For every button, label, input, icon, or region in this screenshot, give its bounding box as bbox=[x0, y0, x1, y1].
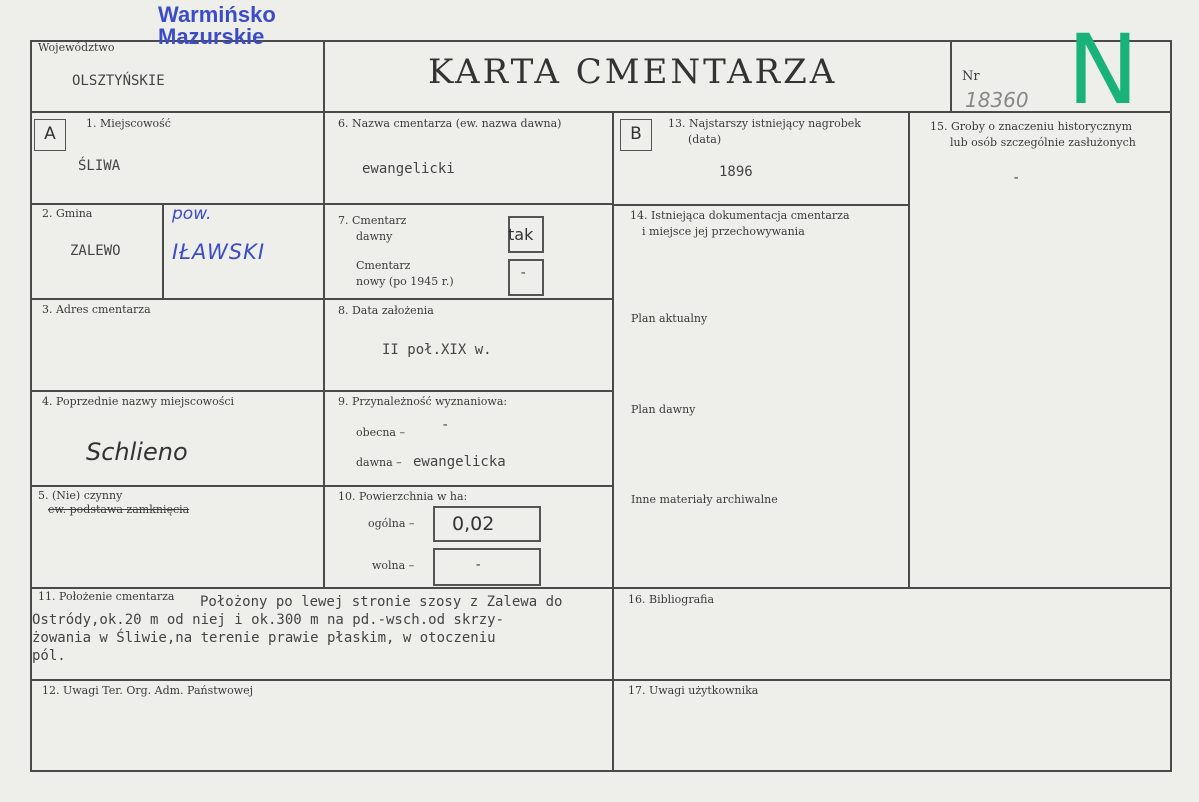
field-17-label: 17. Uwagi użytkownika bbox=[628, 684, 759, 697]
field-15-label-a: 15. Groby o znaczeniu historycznym bbox=[930, 120, 1133, 133]
field-2-value: ZALEWO bbox=[70, 243, 121, 259]
field-10-wolna-label: wolna – bbox=[372, 559, 415, 572]
row-line-6 bbox=[30, 679, 1172, 681]
row-line-13 bbox=[612, 204, 910, 206]
card-title: KARTA CMENTARZA bbox=[428, 52, 838, 92]
field-6-label: 6. Nazwa cmentarza (ew. nazwa dawna) bbox=[338, 117, 562, 130]
row-line-4 bbox=[30, 485, 614, 487]
field-16-label: 16. Bibliografia bbox=[628, 593, 715, 606]
section-b-marker: B bbox=[620, 119, 652, 151]
field-7-label-d: nowy (po 1945 r.) bbox=[356, 275, 454, 288]
frame-right bbox=[1170, 40, 1172, 771]
field-14-label-b: i miejsce jej przechowywania bbox=[642, 225, 805, 238]
field-9-dawna-value: ewangelicka bbox=[413, 454, 506, 470]
field-14-inne: Inne materiały archiwalne bbox=[631, 493, 778, 506]
col-div-2 bbox=[612, 112, 614, 772]
field-15-label-b: lub osób szczególnie zasłużonych bbox=[950, 136, 1136, 149]
field-2-pow-label: pow. bbox=[172, 204, 212, 224]
field-7-label-b: dawny bbox=[356, 230, 393, 243]
field-7-label-c: Cmentarz bbox=[356, 259, 411, 272]
nr-label: Nr bbox=[962, 69, 980, 84]
row-line-2 bbox=[30, 298, 614, 300]
field-11-line-4: pól. bbox=[32, 648, 66, 664]
field-2-label: 2. Gmina bbox=[42, 207, 93, 220]
field-11-line-1: Położony po lewej stronie szosy z Zalewa do bbox=[200, 594, 563, 610]
field-10-wolna-box bbox=[433, 548, 541, 586]
header-div-2 bbox=[950, 40, 952, 112]
field-14-plan-dawny: Plan dawny bbox=[631, 403, 696, 416]
field-10-label: 10. Powierzchnia w ha: bbox=[338, 490, 468, 503]
field-4-value: Schlieno bbox=[86, 438, 188, 466]
row-line-5 bbox=[30, 587, 1172, 589]
field-8-label: 8. Data założenia bbox=[338, 304, 434, 317]
field-14-label-a: 14. Istniejąca dokumentacja cmentarza bbox=[630, 209, 850, 222]
field-4-label: 4. Poprzednie nazwy miejscowości bbox=[42, 395, 235, 408]
field-5-label: 5. (Nie) czynny bbox=[38, 489, 123, 502]
field-1-label: 1. Miejscowość bbox=[86, 117, 171, 130]
field-9-obecna-value: - bbox=[441, 417, 450, 433]
nr-value: 18360 bbox=[965, 88, 1029, 112]
field-9-label: 9. Przynależność wyznaniowa: bbox=[338, 395, 508, 408]
col-div-1 bbox=[323, 112, 325, 588]
field-13-value: 1896 bbox=[719, 164, 753, 180]
field-13-label-b: (data) bbox=[688, 133, 722, 146]
field-7-value-b: - bbox=[519, 265, 528, 281]
header-div-1 bbox=[323, 40, 325, 112]
stamp-line-1: Warmińsko bbox=[158, 2, 276, 27]
row-line-3 bbox=[30, 390, 614, 392]
gmina-divider bbox=[162, 204, 164, 299]
field-5-label-line2: ew. podstawa zamknięcia bbox=[48, 503, 190, 516]
field-7-label-a: 7. Cmentarz bbox=[338, 214, 407, 227]
wojewodztwo-label: Województwo bbox=[38, 41, 115, 54]
field-10-ogolna-value: 0,02 bbox=[452, 513, 495, 535]
field-1-value: ŚLIWA bbox=[78, 158, 121, 174]
nr-letter-marker: N bbox=[1067, 14, 1139, 126]
field-10-ogolna-label: ogólna – bbox=[368, 517, 415, 530]
field-11-label: 11. Położenie cmentarza bbox=[38, 590, 175, 603]
section-a-marker: A bbox=[34, 119, 66, 151]
field-15-value: - bbox=[1012, 170, 1021, 186]
wojewodztwo-value: OLSZTYŃSKIE bbox=[72, 73, 165, 89]
field-9-obecna-label: obecna – bbox=[356, 426, 405, 439]
field-13-label-a: 13. Najstarszy istniejący nagrobek bbox=[668, 117, 861, 130]
field-2-pow-value: IŁAWSKI bbox=[172, 240, 266, 264]
field-9-dawna-label: dawna – bbox=[356, 456, 402, 469]
stamp-line-2: Mazurskie bbox=[158, 24, 265, 49]
col-div-3 bbox=[908, 112, 910, 588]
frame-bottom bbox=[30, 770, 1172, 772]
field-11-line-3: żowania w Śliwie,na terenie prawie płaskim, w otoczeniu bbox=[32, 630, 496, 646]
field-10-wolna-value: - bbox=[474, 557, 483, 573]
field-12-label: 12. Uwagi Ter. Org. Adm. Państwowej bbox=[42, 684, 254, 697]
field-11-line-2: Ostródy,ok.20 m od niej i ok.300 m na pd.-wsch.od skrzy- bbox=[32, 612, 505, 628]
field-3-label: 3. Adres cmentarza bbox=[42, 303, 151, 316]
region-stamp bbox=[158, 4, 276, 48]
field-7-value-a: tak bbox=[508, 225, 534, 244]
field-14-plan-aktualny: Plan aktualny bbox=[631, 312, 708, 325]
row-line-1 bbox=[30, 203, 614, 205]
field-8-value: II poł.XIX w. bbox=[382, 342, 492, 358]
field-6-value: ewangelicki bbox=[362, 161, 455, 177]
